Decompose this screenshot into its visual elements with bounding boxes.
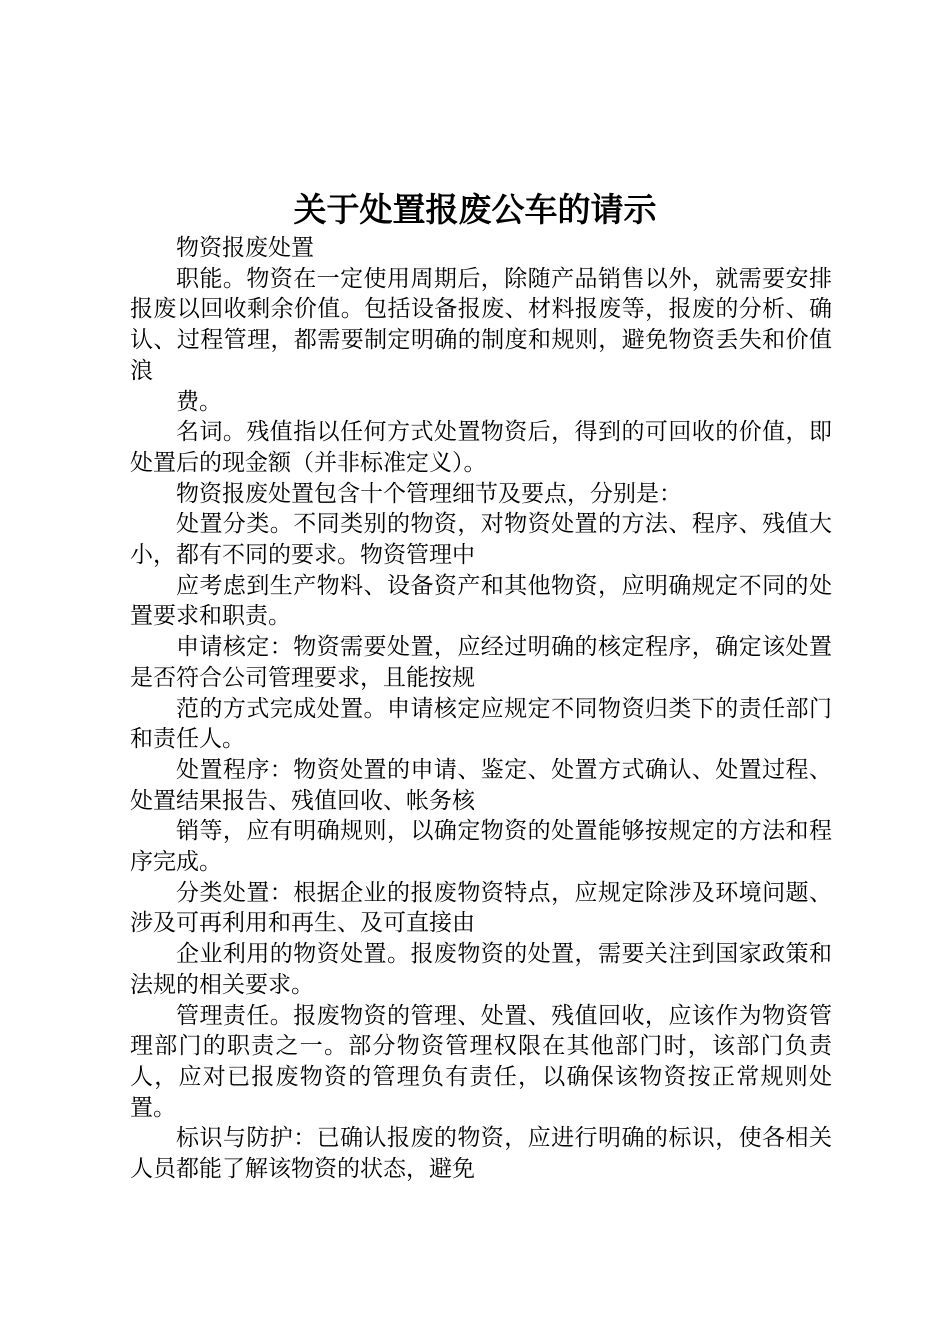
paragraph-marking: 标识与防护：已确认报废的物资，应进行明确的标识，使各相关人员都能了解该物资的状态，避免 [130,1125,832,1183]
document-title: 关于处置报废公车的请示 [293,190,657,229]
paragraph-procedure: 处置程序：物资处置的申请、鉴定、处置方式确认、处置过程、处置结果报告、残值回收、帐务核 [130,756,832,814]
paragraph-function-cont: 费。 [176,388,222,415]
paragraph-classification: 处置分类。不同类别的物资，对物资处置的方法、程序、残值大小，都有不同的要求。物资管理中 [130,511,832,569]
paragraph-category-disposal-cont: 企业利用的物资处置。报废物资的处置，需要关注到国家政策和法规的相关要求。 [130,941,832,998]
document-body [130,233,832,1185]
paragraph-application-cont: 范的方式完成处置。申请核定应规定不同物资归类下的责任部门和责任人。 [130,695,832,753]
paragraph-application: 申请核定：物资需要处置，应经过明确的核定程序，确定该处置是否符合公司管理要求，且能按规 [130,634,832,691]
paragraph-procedure-cont: 销等，应有明确规则，以确定物资的处置能够按规定的方法和程序完成。 [130,818,832,876]
paragraph-responsibility: 管理责任。报废物资的管理、处置、残值回收，应该作为物资管理部门的职责之一。部分物资管理权限在其他部门时，该部门负责人，应对已报废物资的管理负有责任，以确保该物资按正常规则处置。 [130,1002,832,1121]
paragraph-term: 名词。残值指以任何方式处置物资后，得到的可回收的价值，即处置后的现金额（并非标准定义）。 [130,419,832,476]
paragraph-category-disposal: 分类处置：根据企业的报废物资特点，应规定除涉及环境问题、涉及可再利用和再生、及可直接由 [130,879,832,937]
paragraph-function: 职能。物资在一定使用周期后，除随产品销售以外，就需要安排报废以回收剩余价值。包括设备报废、材料报废等，报废的分析、确认、过程管理，都需要制定明确的制度和规则，避免物资丢失和价值浪 [130,265,832,384]
paragraph-classification-cont: 应考虑到生产物料、设备资产和其他物资，应明确规定不同的处置要求和职责。 [130,572,832,630]
paragraph-heading-disposal: 物资报废处置 [176,235,314,261]
paragraph-ten-points: 物资报废处置包含十个管理细节及要点，分别是： [176,480,682,507]
